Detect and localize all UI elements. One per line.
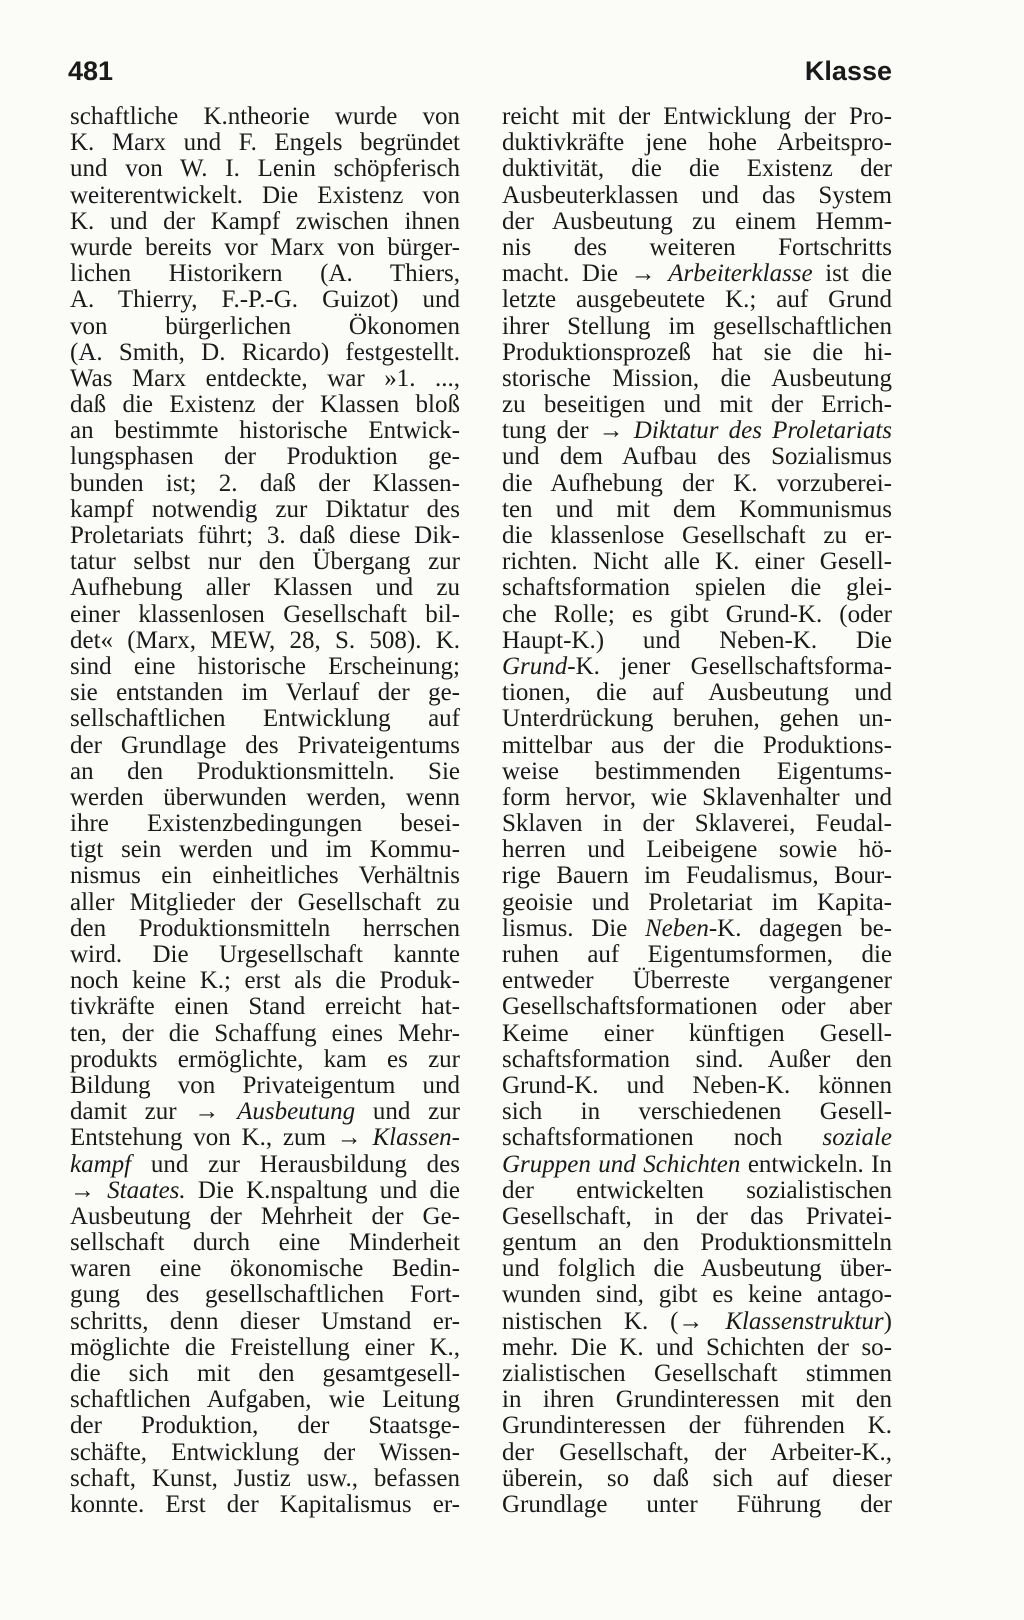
italic-term: Ausbeutung (237, 1098, 356, 1126)
text-line: schaftlichen Aufgaben, wie Leitung (70, 1386, 460, 1414)
text-line: A. Thierry, F.-P.-G. Guizot) und (70, 286, 460, 314)
text-line: gentum an den Produktionsmitteln (502, 1229, 892, 1257)
text-line: wurde bereits vor Marx von bürger- (70, 233, 460, 261)
text-line: → Staates. Die K.nspaltung und die (70, 1176, 460, 1204)
text-line: tatur selbst nur den Übergang zur (70, 548, 460, 576)
text-line: von bürgerlichen Ökonomen (70, 312, 460, 340)
text-line: bunden ist; 2. daß der Klassen- (70, 469, 460, 497)
text-line: noch keine K.; erst als die Produk- (70, 967, 460, 995)
italic-term: soziale (822, 1124, 892, 1152)
text-line: richten. Nicht alle K. einer Gesell- (502, 548, 892, 576)
text-line: der Gesellschaft, der Arbeiter-K., (502, 1438, 892, 1466)
text-line: Aufhebung aller Klassen und zu (70, 574, 460, 602)
text-line: und folglich die Ausbeutung über- (502, 1255, 892, 1283)
text-line: Entstehung von K., zum → Klassen- (70, 1124, 460, 1152)
text-line: duktivkräfte jene hohe Arbeitspro- (502, 129, 892, 157)
text-line: nistischen K. (→ Klassenstruktur) (502, 1307, 892, 1335)
text-line: der Ausbeutung zu einem Hemm- (502, 207, 892, 235)
text-line: tigt sein werden und im Kommu- (70, 836, 460, 864)
italic-term: kampf (70, 1150, 132, 1178)
text-line: geoisie und Proletariat im Kapita- (502, 888, 892, 916)
text-line: schaft, Kunst, Justiz usw., befassen (70, 1464, 460, 1492)
text-line: sellschaft durch eine Minderheit (70, 1229, 460, 1257)
text-line: lichen Historikern (A. Thiers, (70, 260, 460, 288)
text-line: den Produktionsmitteln herrschen (70, 914, 460, 942)
text-line: schaftsformationen noch soziale (502, 1124, 892, 1152)
text-line: ihrer Stellung im gesellschaftlichen (502, 312, 892, 340)
text-line: Produktionsprozeß hat sie die hi- (502, 338, 892, 366)
text-line: Bildung von Privateigentum und (70, 1071, 460, 1099)
text-line: Proletariats führt; 3. daß diese Dik- (70, 522, 460, 549)
italic-term: Klassenstruktur (725, 1307, 884, 1335)
text-line: entweder Überreste vergangener (502, 967, 892, 995)
text-line: der Grundlage des Privateigentums (70, 731, 460, 759)
text-line: form hervor, wie Sklavenhalter und (502, 783, 892, 811)
text-line: Ausbeutung der Mehrheit der Ge- (70, 1202, 460, 1230)
text-line: mehr. Die K. und Schichten der so- (502, 1333, 892, 1361)
text-line: und dem Aufbau des Sozialismus (502, 443, 892, 471)
text-line: nismus ein einheitliches Verhältnis (70, 862, 460, 890)
italic-term: Staates. (107, 1176, 186, 1204)
text-line: reicht mit der Entwicklung der Pro- (502, 103, 892, 130)
text-line: sind eine historische Erscheinung; (70, 652, 460, 680)
text-line: lismus. Die Neben-K. dagegen be- (502, 914, 892, 942)
text-line: ten und mit dem Kommunismus (502, 495, 892, 523)
text-line: lungsphasen der Produktion ge- (70, 443, 460, 471)
text-line: (A. Smith, D. Ricardo) festgestellt. (70, 338, 460, 366)
text-line: an bestimmte historische Entwick- (70, 417, 460, 445)
text-line: produkts ermöglichte, kam es zur (70, 1045, 460, 1073)
text-line: waren eine ökonomische Bedin- (70, 1255, 460, 1283)
text-line: kampf notwendig zur Diktatur des (70, 495, 460, 523)
text-line: der Produktion, der Staatsge- (70, 1412, 460, 1440)
text-line: wird. Die Urgesellschaft kannte (70, 941, 460, 968)
text-line: kampf und zur Herausbildung des (70, 1150, 460, 1178)
text-line: schaftsformation sind. Außer den (502, 1045, 892, 1073)
text-line: Gesellschaftsformationen oder aber (502, 993, 892, 1021)
text-line: schäfte, Entwicklung der Wissen- (70, 1438, 460, 1466)
text-line: schaftliche K.ntheorie wurde von (70, 103, 460, 130)
text-line: mittelbar aus der die Produktions- (502, 731, 892, 759)
running-head: Klasse (804, 56, 892, 86)
text-line: tung der → Diktatur des Proletariats (502, 417, 893, 445)
text-line: ihre Existenzbedingungen besei- (70, 810, 460, 838)
text-line: nis des weiteren Fortschritts (502, 233, 892, 261)
text-line: wunden sind, gibt es keine antago- (502, 1281, 892, 1309)
text-line: Gruppen und Schichten entwickeln. In (502, 1150, 892, 1178)
text-line: Ausbeuterklassen und das System (502, 181, 892, 209)
text-line: schaftsformation spielen die glei- (502, 574, 892, 602)
text-line: Grundinteressen der führenden K. (502, 1412, 892, 1440)
text-line: Grundlage unter Führung der (502, 1490, 892, 1518)
text-line: Gesellschaft, in der das Privatei- (502, 1202, 892, 1230)
italic-term: Neben (644, 914, 709, 942)
text-line: ten, der die Schaffung eines Mehr- (70, 1019, 460, 1047)
text-line: K. und der Kampf zwischen ihnen (70, 207, 460, 235)
text-line: weise bestimmenden Eigentums- (502, 757, 892, 785)
text-line: einer klassenlosen Gesellschaft bil- (70, 600, 460, 628)
italic-term: Grund (502, 652, 568, 680)
text-line: macht. Die → Arbeiterklasse ist die (502, 260, 892, 288)
text-line: storische Mission, die Ausbeutung (502, 364, 892, 392)
text-line: an den Produktionsmitteln. Sie (70, 757, 460, 785)
text-line: letzte ausgebeutete K.; auf Grund (502, 286, 892, 314)
text-line: tionen, die auf Ausbeutung und (502, 679, 892, 707)
text-line: rige Bauern im Feudalismus, Bour- (502, 862, 892, 890)
text-line: weiterentwickelt. Die Existenz von (70, 181, 460, 209)
text-line: damit zur → Ausbeutung und zur (70, 1098, 460, 1126)
text-line: gung des gesellschaftlichen Fort- (70, 1281, 460, 1309)
text-line: tivkräfte einen Stand erreicht hat- (70, 993, 460, 1021)
text-line: zu beseitigen und mit der Errich- (502, 391, 892, 419)
text-line: die Aufhebung der K. vorzuberei- (502, 469, 892, 497)
text-line: und von W. I. Lenin schöpferisch (70, 155, 460, 183)
text-line: daß die Existenz der Klassen bloß (70, 391, 460, 419)
text-line: Keime einer künftigen Gesell- (502, 1019, 892, 1047)
text-line: Unterdrückung beruhen, gehen un- (502, 705, 892, 733)
text-line: konnte. Erst der Kapitalismus er- (70, 1490, 460, 1518)
text-line: sie entstanden im Verlauf der ge- (70, 679, 460, 707)
text-line: duktivität, die die Existenz der (502, 155, 892, 183)
left-column (70, 104, 460, 1518)
right-column (502, 104, 892, 1518)
text-line: Haupt-K.) und Neben-K. Die (502, 626, 892, 654)
text-line: ruhen auf Eigentumsformen, die (502, 941, 892, 968)
text-line: der entwickelten sozialistischen (502, 1176, 892, 1204)
italic-term: Klassen- (372, 1124, 460, 1152)
text-line: die klassenlose Gesellschaft zu er- (502, 522, 892, 549)
text-line: Grund-K. jener Gesellschaftsforma- (502, 652, 892, 680)
text-line: überein, so daß sich auf dieser (502, 1464, 892, 1492)
text-line: sellschaftlichen Entwicklung auf (70, 705, 460, 733)
text-line: herren und Leibeigene sowie hö- (502, 836, 892, 864)
text-line: che Rolle; es gibt Grund-K. (oder (502, 600, 892, 628)
text-line: Was Marx entdeckte, war »1. ..., (70, 364, 460, 392)
text-line: werden überwunden werden, wenn (70, 783, 460, 811)
text-line: möglichte die Freistellung einer K., (70, 1333, 460, 1361)
text-line: schritts, denn dieser Umstand er- (70, 1307, 460, 1335)
text-line: die sich mit den gesamtgesell- (70, 1360, 460, 1387)
italic-term: Diktatur des Proletariats (633, 417, 893, 445)
text-line: K. Marx und F. Engels begründet (70, 129, 460, 157)
italic-term: Arbeiterklasse (668, 260, 813, 288)
text-line: det« (Marx, MEW, 28, S. 508). K. (70, 626, 460, 654)
text-line: Sklaven in der Sklaverei, Feudal- (502, 810, 892, 838)
text-line: aller Mitglieder der Gesellschaft zu (70, 888, 460, 916)
page-header (68, 56, 892, 92)
italic-term: Gruppen und Schichten (502, 1150, 741, 1178)
text-line: in ihren Grundinteressen mit den (502, 1386, 892, 1414)
text-line: sich in verschiedenen Gesell- (502, 1098, 892, 1126)
text-line: zialistischen Gesellschaft stimmen (502, 1360, 892, 1387)
page-number: 481 (68, 56, 114, 86)
text-line: Grund-K. und Neben-K. können (502, 1071, 892, 1099)
